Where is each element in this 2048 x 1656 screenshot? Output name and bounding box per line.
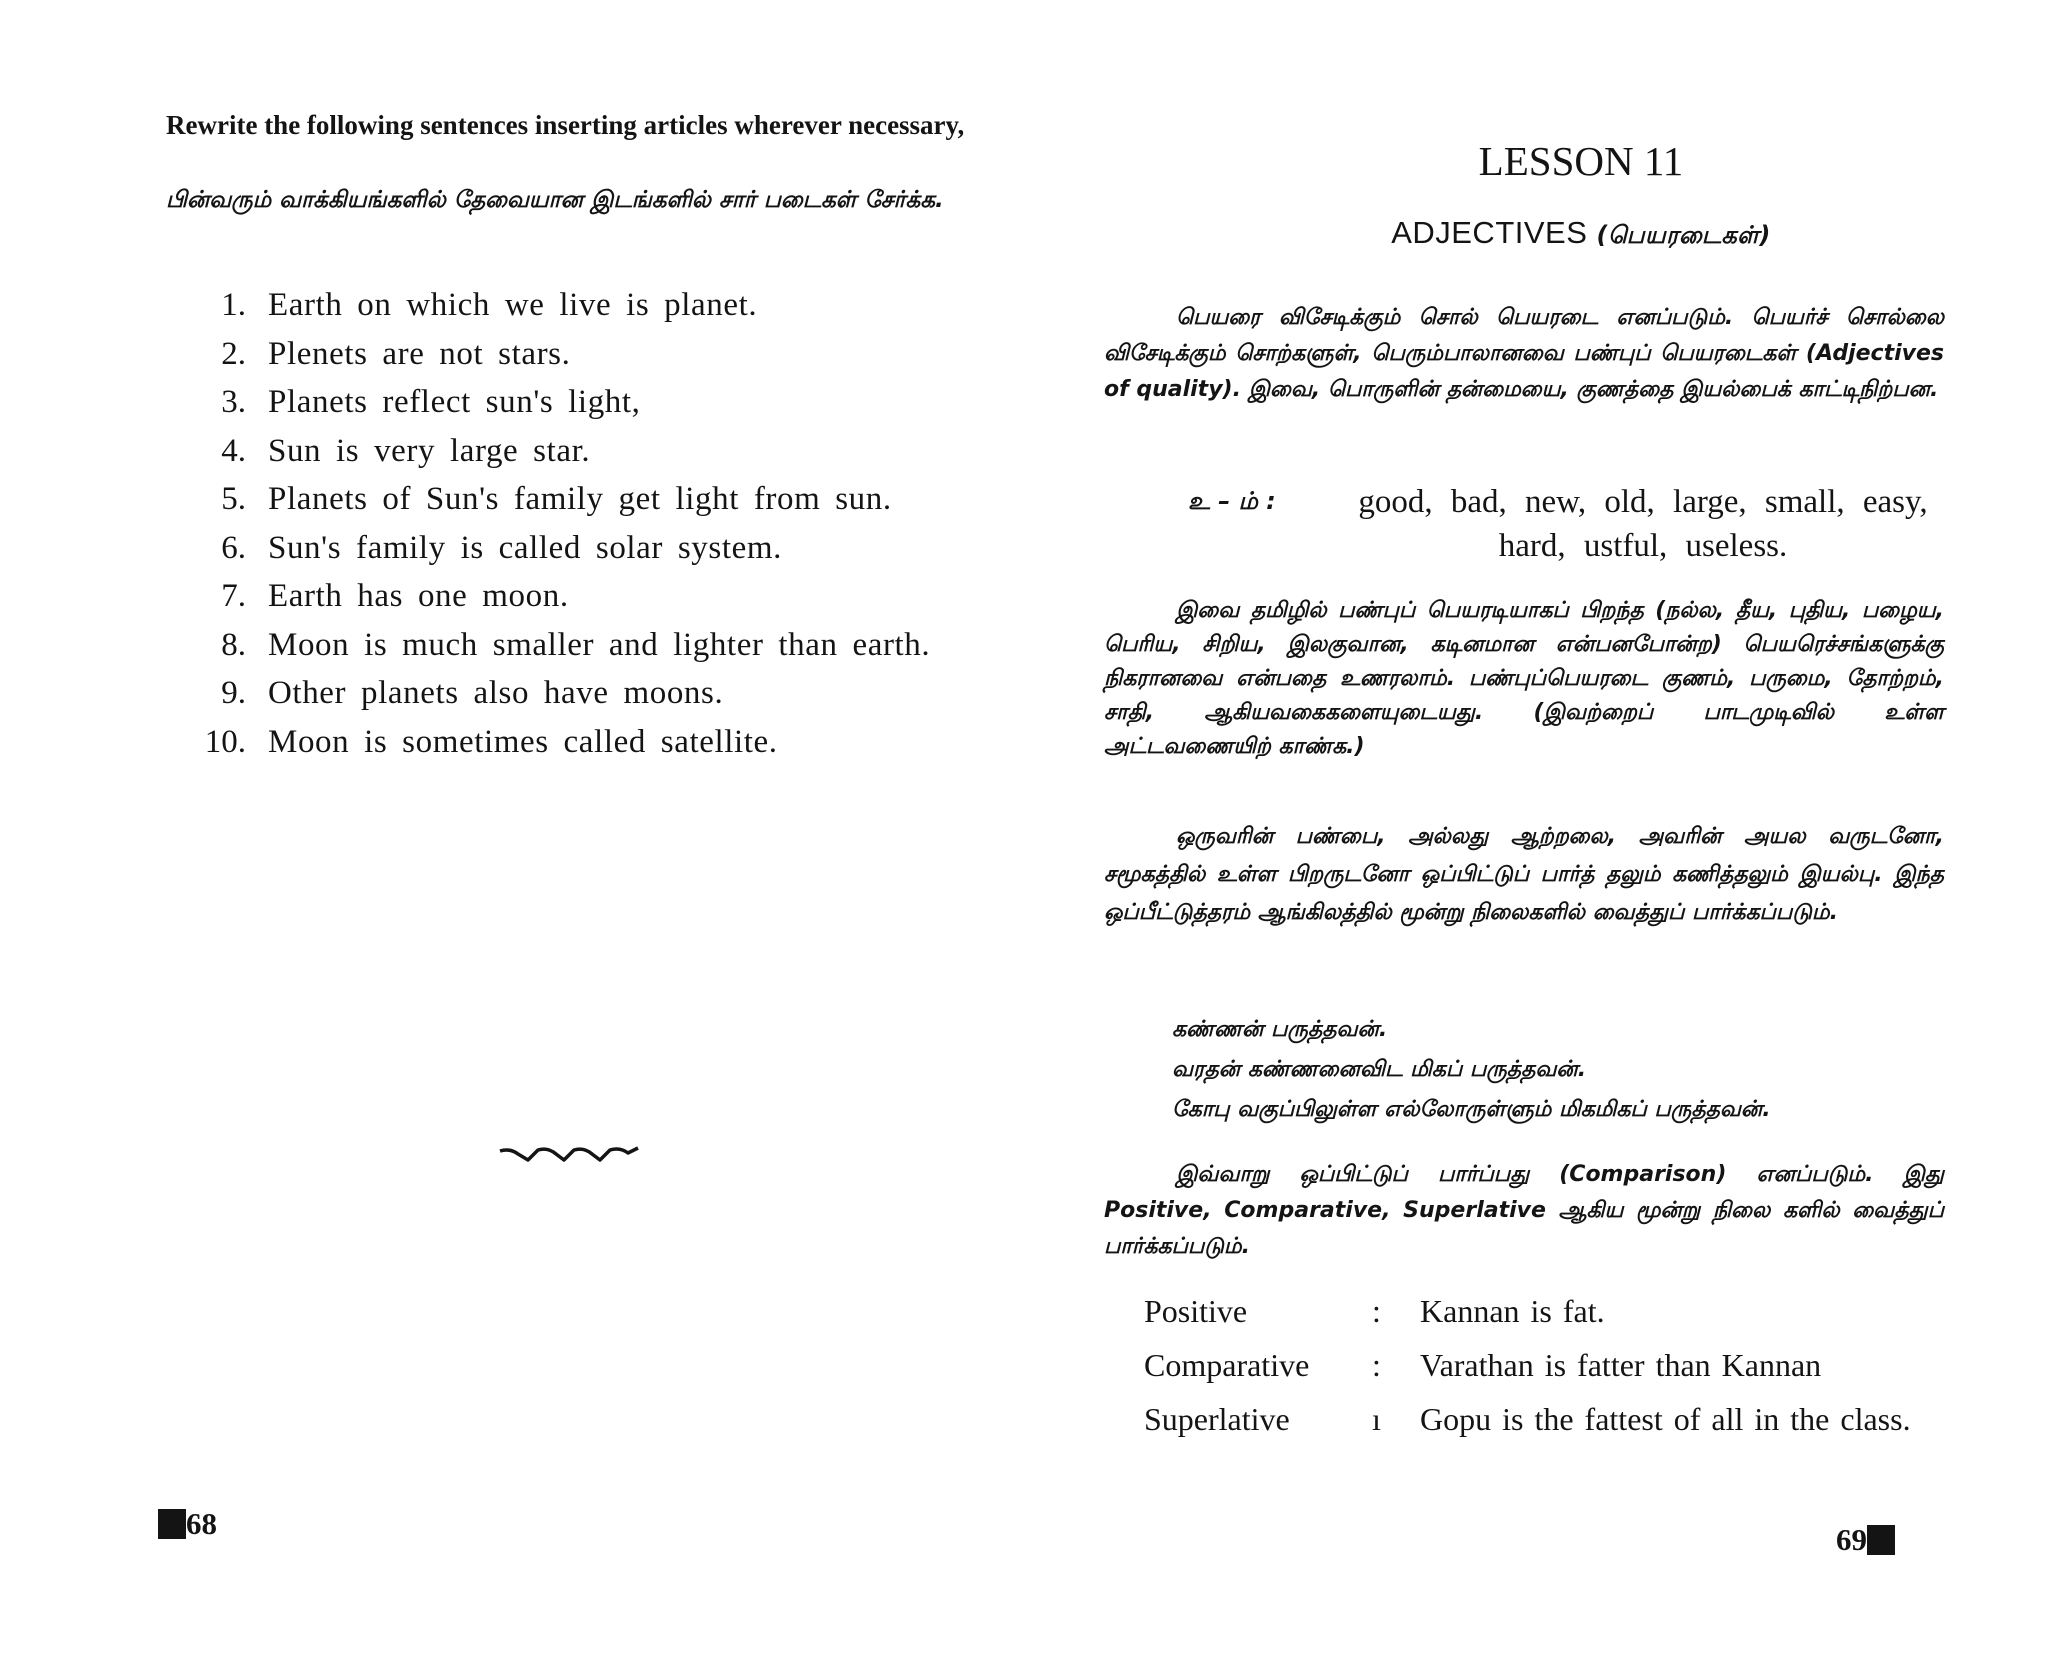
comparison-table [1144,1292,1984,1454]
item-text: Planets reflect sun's light, [268,384,641,420]
page-number-text: 68 [186,1506,217,1541]
page-number-right [1836,1522,1895,1558]
print-mark-icon [1867,1525,1895,1555]
list-item [184,625,1004,674]
item-number: 9. [221,675,246,711]
exercise-list [184,285,1004,770]
example-label: உ – ம் : [1188,487,1276,515]
list-item [184,431,1004,480]
item-text: Plenets are not stars. [268,335,571,372]
item-number: 4. [221,432,246,469]
degree-term: Superlative [1144,1401,1290,1437]
exercise-instruction-tamil: பின்வரும் வாக்கியங்களில் தேவையான இடங்களில் சார் படைகள் சேர்க்க. [166,187,944,213]
separator: ı [1372,1401,1381,1437]
page-number-text: 69 [1836,1522,1867,1557]
paragraph-definition: பெயரை விசேடிக்கும் சொல் பெயரடை எனப்படும். பெயர்ச் சொல்லை விசேடிக்கும் சொற்களுள், பெரும்பாலானவை பண்புப் பெயரடைகள் (Adjectives of quality). இவை, பொருளின் தன்மையை, குணத்தை இயல்பைக் காட்டிநிற்பன. [1104,305,1944,402]
paragraph-comparison-intro: ஒருவரின் பண்பை, அல்லது ஆற்றலை, அவரின் அயல வருடனோ, சமூகத்தில் உள்ள பிறருடனோ ஒப்பிட்டுப் பார்த் தலும் கணித்தலும் இயல்பு. இந்த ஒப்பீட்டுத்தரம் ஆங்கிலத்தில் மூன்று நிலைகளில் வைத்துப் பார்க்கப்படும். [1104,824,1944,925]
separator: : [1372,1347,1381,1383]
degree-example: Varathan is fatter than Kannan [1420,1347,1822,1383]
item-number: 8. [221,626,246,663]
list-item [184,528,1004,577]
exercise-instruction: Rewrite the following sentences inserting articles wherever necessary, [166,110,965,140]
item-number: 6. [221,529,246,566]
list-item [184,673,1004,722]
list-item [184,382,1004,431]
right-page [1024,0,2048,1656]
paragraph-degrees: இவ்வாறு ஒப்பிட்டுப் பார்ப்பது (Comparison) எனப்படும். இது Positive, Comparative, Superlative ஆகிய மூன்று நிலை களில் வைத்துப் பார்க்கப்படும். [1104,1162,1944,1259]
item-number: 5. [221,481,246,517]
example-row [1188,480,1948,568]
item-number: 2. [221,335,246,372]
list-item [184,722,1004,771]
list-item [184,285,1004,334]
lesson-title: LESSON 11 [1478,138,1684,184]
list-item: கண்ணன் பருத்தவன். [1172,1017,1388,1042]
table-row [1144,1400,1984,1438]
item-text: Planets of Sun's family get light from sun. [268,481,892,517]
list-item [184,576,1004,625]
item-text: Earth has one moon. [268,578,569,614]
degree-example: Gopu is the fattest of all in the class. [1420,1401,1911,1437]
item-number: 7. [221,578,246,614]
comparison-examples-tamil [1172,1010,1952,1130]
item-text: Earth on which we live is planet. [268,287,758,323]
paragraph-explanation: இவை தமிழில் பண்புப் பெயரடியாகப் பிறந்த (நல்ல, தீய, புதிய, பழைய, பெரிய, சிறிய, இலகுவான, கடினமான என்பனபோன்ற) பெயரெச்சங்களுக்கு நிகரானவை என்பதை உணரலாம். பண்புப்பெயரடை குணம், பருமை, தோற்றம், சாதி, ஆகியவகைகளையுடையது. (இவற்றைப் பாடமுடிவில் உள்ள அட்டவணையிற் காண்க.) [1104,598,1944,759]
page-number-left [158,1506,217,1542]
example-words: good, bad, new, old, large, small, easy, hard, ustful, useless. [1358,484,1928,564]
section-title-tamil: (பெயரடைகள்) [1596,221,1771,249]
list-item [184,334,1004,383]
degree-term: Positive [1144,1293,1248,1329]
section-title [1024,215,2048,252]
print-mark-icon [158,1509,186,1539]
ornament-divider [498,1145,640,1169]
item-number: 10. [204,723,246,760]
item-text: Moon is much smaller and lighter than earth. [268,626,931,663]
list-item: வரதன் கண்ணனைவிட மிகப் பருத்தவன். [1172,1057,1587,1082]
degree-term: Comparative [1144,1347,1310,1383]
item-number: 1. [221,287,246,323]
separator: : [1372,1293,1381,1329]
item-text: Moon is sometimes called satellite. [268,723,778,760]
list-item: கோபு வகுப்பிலுள்ள எல்லோருள்ளும் மிகமிகப் பருத்தவன். [1172,1097,1771,1122]
item-text: Other planets also have moons. [268,675,724,711]
item-text: Sun's family is called solar system. [268,529,782,566]
item-number: 3. [221,384,246,420]
table-row [1144,1292,1984,1330]
list-item [184,479,1004,528]
section-title-english: ADJECTIVES [1391,215,1588,250]
degree-example: Kannan is fat. [1420,1293,1605,1329]
table-row [1144,1346,1984,1384]
item-text: Sun is very large star. [268,432,591,469]
